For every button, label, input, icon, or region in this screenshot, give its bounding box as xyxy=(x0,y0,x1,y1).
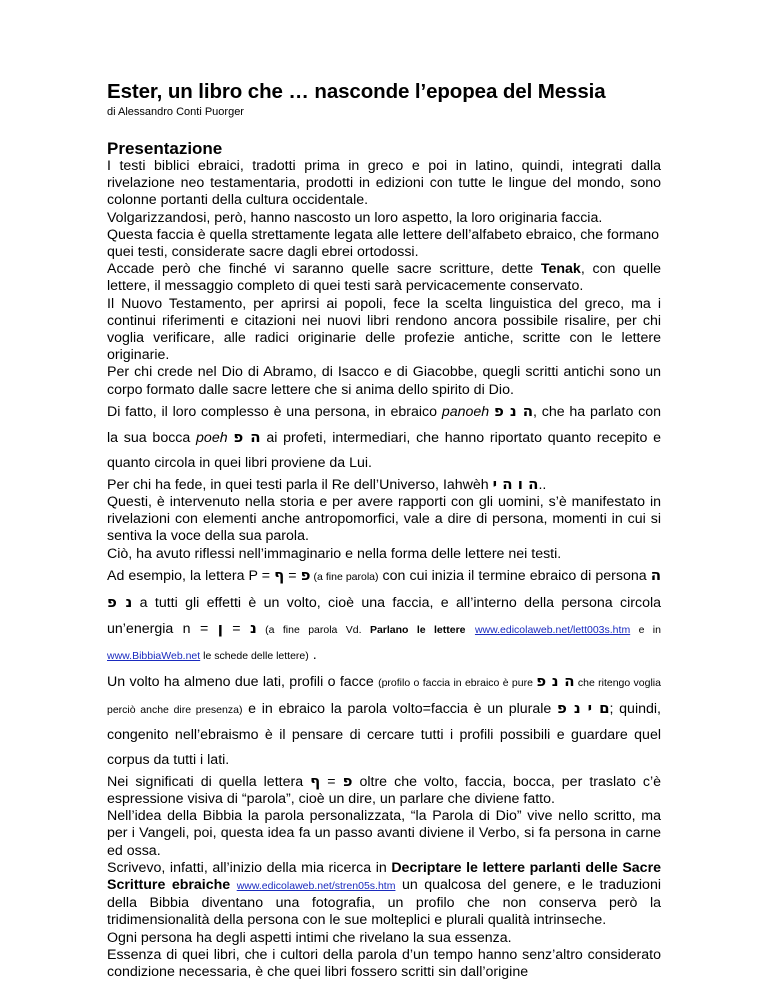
paragraph: Ad esempio, la lettera P = פ = ף (a fine parola) con cui inizia il termine ebraico di persona ה נ פ a tutti gli effetti è un volto, cioè una faccia, e all’interno della persona circola un’energia n = נ = ן (a fine parola Vd. Parlano le lettere www.edicolaweb.net/lett003s.htm e in www.BibbiaWeb.net le schede delle lettere) . xyxy=(107,565,661,663)
paragraph: Volgarizzandosi, però, hanno nascosto un loro aspetto, la loro originaria faccia. xyxy=(107,209,603,226)
hebrew-letter: נ xyxy=(249,618,257,637)
hebrew-word: ה נ פ xyxy=(493,401,534,420)
link-bibbiaweb[interactable]: www.BibbiaWeb.net xyxy=(107,649,201,662)
paragraph: Scrivevo, infatti, all’inizio della mia ricerca in Decriptare le lettere parlanti delle Sacre Scritture ebraiche www.edicolaweb.net/stren05s.htm un qualcosa del genere, e le traduzioni della Bibbia diventano una fotografia, un profilo che non conserva però la tridimensionalità della persona con le sue molteplici e plurali qualità intrinseche. xyxy=(107,859,661,929)
paragraph: Per chi ha fede, in quei testi parla il Re dell’Universo, Iahwèh ה ו ה י.. xyxy=(107,474,547,493)
hebrew-letter: ף xyxy=(274,565,285,584)
hebrew-letter: ף xyxy=(310,771,321,790)
hebrew-word: ם י נ פ xyxy=(557,698,610,717)
document-author: di Alessandro Conti Puorger xyxy=(107,106,244,118)
hebrew-word: ה נ פ xyxy=(107,565,661,611)
hebrew-word: ה פ xyxy=(233,427,261,446)
document-title: Ester, un libro che … nasconde l’epopea del Messia xyxy=(107,80,606,103)
term-tenak: Tenak xyxy=(540,261,581,278)
hebrew-word: ה נ פ xyxy=(536,671,575,690)
link-stren05[interactable]: www.edicolaweb.net/stren05s.htm xyxy=(236,880,396,893)
paragraph: Ogni persona ha degli aspetti intimi che rivelano la sua essenza. xyxy=(107,929,512,946)
paragraph: Un volto ha almeno due lati, profili o facce (profilo o faccia in ebraico è pure ה נ פ che ritengo voglia perciò anche dire presenza) e in ebraico la parola volto=faccia è un plurale ם י נ פ; quindi, congenito nell’ebraismo è il pensare di cercare tutti i profili possibili e guardare quel corpus da tutti i lati. xyxy=(107,671,661,768)
paragraph: Nell’idea della Bibbia la parola personalizzata, “la Parola di Dio” vive nello scritto, ma per i Vangeli, poi, questa idea fa un passo avanti diviene il Verbo, si fa persona in carne ed ossa. xyxy=(107,808,661,859)
paragraph: Accade però che finché vi saranno quelle sacre scritture, dette Tenak, con quelle lettere, il messaggio completo di quei testi sarà pervicacemente conservato. xyxy=(107,261,661,295)
link-lett003[interactable]: www.edicolaweb.net/lett003s.htm xyxy=(474,623,631,636)
paragraph: Essenza di quei libri, che i cultori della parola d’un tempo hanno senz’altro considerato condizione necessaria, è che quei libri fossero scritti sin dall’origine xyxy=(107,946,661,981)
paragraph: Questa faccia è quella strettamente legata alle lettere dell’alfabeto ebraico, che formano quei testi, considerate sacre dagli ebrei ortodossi. xyxy=(107,226,660,261)
section-heading: Presentazione xyxy=(107,139,223,158)
paragraph: Per chi crede nel Dio di Abramo, di Isacco e di Giacobbe, quegli scritti antichi sono un corpo formato dalle sacre lettere che si anima dello spirito di Dio. xyxy=(107,364,661,398)
hebrew-letter: ן xyxy=(217,618,223,637)
paragraph: Questi, è intervenuto nella storia e per avere rapporti con gli uomini, s’è manifestato in rivelazioni con elementi anche antropomorfici, vale a dire di persona, momenti in cui si sentiva la voce della sua parola. xyxy=(107,494,661,545)
paragraph: I testi biblici ebraici, tradotti prima in greco e poi in latino, quindi, integrati dalla rivelazione neo testamentaria, prodotti in edizioni con tutte le lingue del mondo, sono colonne portanti della cultura occidentale. xyxy=(107,158,661,209)
hebrew-letter: פ xyxy=(300,565,311,584)
hebrew-word: ה ו ה י xyxy=(492,474,539,493)
paragraph: Di fatto, il loro complesso è una persona, in ebraico panoeh ה נ פ, che ha parlato con la sua bocca poeh ה פ ai profeti, intermediari, che hanno riportato quanto recepito e quanto circola in quei libri proviene da Lui. xyxy=(107,401,661,471)
hebrew-letter: פ xyxy=(342,771,353,790)
paragraph: Il Nuovo Testamento, per aprirsi ai popoli, fece la scelta linguistica del greco, ma i continui riferimenti e citazioni nei nuovi libri rendono ancora possibile risalire, per chi voglia verificare, alle radici originarie delle profezie antiche, scritte con le lettere originarie. xyxy=(107,295,661,364)
paragraph: Nei significati di quella lettera פ = ף oltre che volto, faccia, bocca, per traslato c’è espressione visiva di “parola”, cioè un dire, un parlare che diviene fatto. xyxy=(107,771,662,808)
paragraph: Ciò, ha avuto riflessi nell’immaginario e nella forma delle lettere nei testi. xyxy=(107,545,562,562)
document-body xyxy=(107,158,661,981)
term-decriptare: Decriptare le lettere parlanti delle Sacre Scritture ebraiche xyxy=(107,859,661,894)
